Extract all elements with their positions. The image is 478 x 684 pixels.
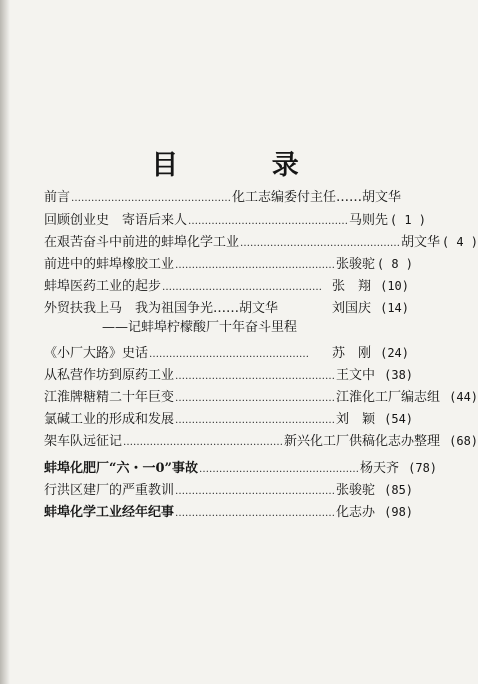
toc-entry-title: 外贸扶我上马 我为祖国争光……胡文华 <box>44 301 279 316</box>
leader-dots: ………………………………………… <box>175 260 336 271</box>
toc-entry-author: 江淮化工厂编志组 <box>336 390 441 405</box>
toc-entry-page: (78) <box>408 461 438 475</box>
leader-dots: ………………………………………… <box>188 216 349 227</box>
toc-entry[interactable] <box>44 502 414 522</box>
toc-entry-author: 张 翔 <box>331 279 371 294</box>
leader-dots: ………………………………………… <box>175 371 336 382</box>
toc-entry-subtitle <box>44 318 409 338</box>
toc-entry-title: 回顾创业史 寄语后来人 <box>44 213 188 228</box>
leader-dots: ………………………………………… <box>162 282 323 293</box>
toc-entry-page: ( 8 ) <box>376 257 414 271</box>
toc-entry-title: 在艰苦奋斗中前进的蚌埠化学工业 <box>44 235 240 250</box>
toc-entry-page: (14) <box>380 301 409 315</box>
toc-entry-title: 行洪区建厂的严重教训 <box>44 483 175 498</box>
toc-entry-author: 苏 刚 <box>331 346 371 361</box>
toc-entry-author: 刘 颖 <box>336 412 376 427</box>
binding-shadow <box>0 0 10 684</box>
leader-dots: ………………………………………… <box>71 193 232 204</box>
leader-dots: ………………………………………… <box>199 464 360 475</box>
toc-entry-page: (10) <box>380 279 409 293</box>
toc-entry-author: 化工志编委付主任……胡文华 <box>232 190 402 205</box>
toc-entry-author: 王文中 <box>336 368 376 383</box>
toc-entry[interactable] <box>44 480 414 500</box>
toc-entry-author: 刘国庆 <box>331 301 371 316</box>
toc-entry-author: 张骏驼 <box>336 257 376 272</box>
page-title: 目 录 <box>151 150 341 181</box>
toc-entry-title: 前言 <box>44 190 71 205</box>
toc-entry-author: 杨天齐 <box>360 461 400 476</box>
toc-entry-page: ( 4 ) <box>441 235 478 249</box>
toc-entry[interactable] <box>44 232 478 252</box>
toc-entry[interactable] <box>44 210 427 230</box>
toc-entry-author: 化志办 <box>336 505 376 520</box>
leader-dots: ………………………………………… <box>123 437 284 448</box>
toc-entry-author: 新兴化工厂供稿化志办整理 <box>284 434 441 449</box>
leader-dots: ………………………………………… <box>149 349 310 360</box>
toc-entry-page: (54) <box>384 412 414 426</box>
toc-entry[interactable] <box>44 365 414 385</box>
toc-entry[interactable] <box>44 276 409 296</box>
toc-entry[interactable] <box>44 188 409 208</box>
toc-entry-title: 氯碱工业的形成和发展 <box>44 412 175 427</box>
leader-dots: ………………………………………… <box>175 393 336 404</box>
toc-entry[interactable] <box>44 431 478 451</box>
leader-dots: ………………………………………… <box>240 238 401 249</box>
leader-dots: ………………………………………… <box>175 508 336 519</box>
toc-entry[interactable] <box>44 409 414 429</box>
toc-entry[interactable] <box>44 387 478 407</box>
toc-entry-title: 蚌埠化学工业经年纪事 <box>44 505 175 520</box>
toc-entry-title: 从私营作坊到原药工业 <box>44 368 175 383</box>
toc-entry-title: 《小厂大路》史话 <box>44 346 149 361</box>
toc-entry-page: (38) <box>384 368 414 382</box>
toc-entry-page: (44) <box>449 390 478 404</box>
toc-entry-author: 胡文华 <box>401 235 441 250</box>
toc-entry-author: 马则先 <box>349 213 389 228</box>
toc-entry[interactable] <box>44 458 438 478</box>
toc-entry-page: (68) <box>449 434 478 448</box>
toc-entry-title: 前进中的蚌埠橡胶工业 <box>44 257 175 272</box>
toc-entry-page: (24) <box>380 346 409 360</box>
toc-entry[interactable] <box>44 343 409 363</box>
leader-dots: ………………………………………… <box>175 415 336 426</box>
toc-entry[interactable] <box>44 254 414 274</box>
leader-dots: ………………………………………… <box>175 486 336 497</box>
toc-entry-title: 蚌埠化肥厂“六・一0”事故 <box>44 461 199 476</box>
toc-entry-page: (98) <box>384 505 414 519</box>
toc-entry-title: ——记蚌埠柠檬酸厂十年奋斗里程 <box>102 320 298 335</box>
toc-entry-title: 蚌埠医药工业的起步 <box>44 279 162 294</box>
toc-entry-page: ( 1 ) <box>389 213 427 227</box>
toc-entry-title: 江淮牌糖精二十年巨变 <box>44 390 175 405</box>
toc-entry[interactable] <box>44 298 409 318</box>
toc-entry-author: 张骏驼 <box>336 483 376 498</box>
toc-entry-page: (85) <box>384 483 414 497</box>
toc-entry-title: 架车队远征记 <box>44 434 123 449</box>
